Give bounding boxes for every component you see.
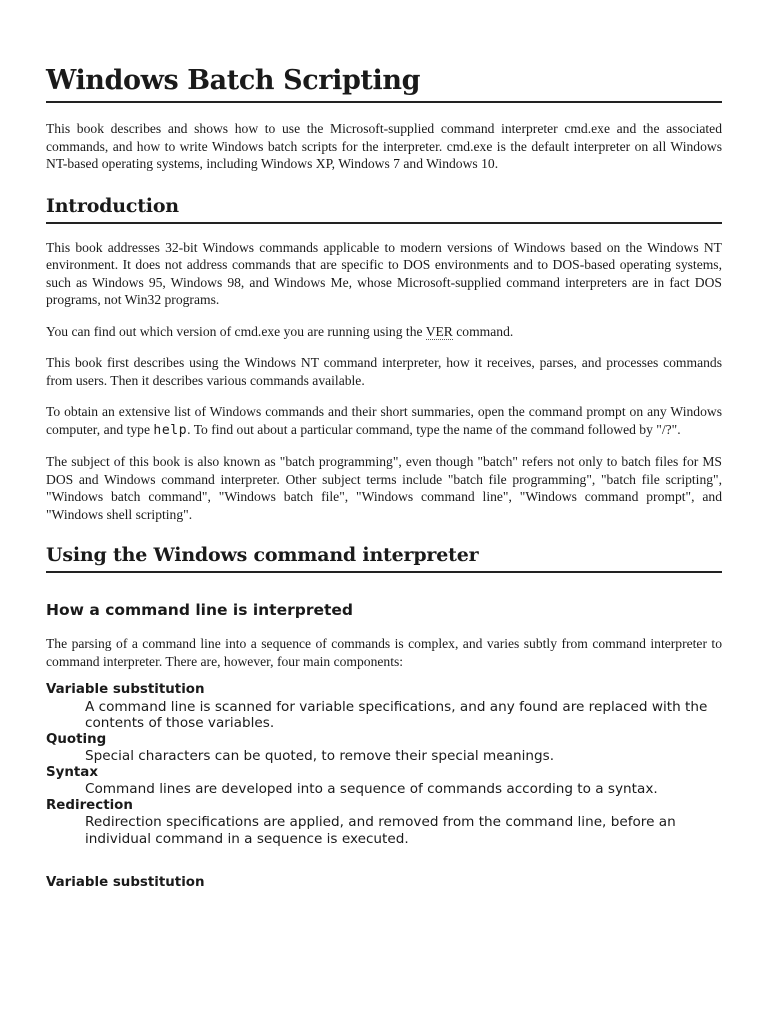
introduction-paragraph-3: This book first describes using the Windows NT command interpreter, how it receives, parses, and processes commands from users. Then it describes various commands available. xyxy=(46,355,722,388)
parsing-paragraph: The parsing of a command line into a sequence of commands is complex, and varies subtly from command interpreter to command interpreter. There are, however, four main components: xyxy=(46,636,722,669)
component-description: Special characters can be quoted, to remove their special meanings. xyxy=(85,748,555,764)
help-command-code: help xyxy=(153,422,188,438)
ver-command-link[interactable]: VER xyxy=(425,323,453,339)
section-heading-introduction: Introduction xyxy=(46,193,722,224)
subheading-variable-substitution: Variable substitution xyxy=(46,875,205,890)
p2-text-before: You can find out which version of cmd.exe you are running using the xyxy=(46,323,426,339)
component-description: Redirection specifications are applied, and removed from the command line, before an individual command in a sequence is executed. xyxy=(85,814,676,847)
p4-text-after: . To find out about a particular command, type the name of the command followed by "/?". xyxy=(187,421,681,437)
component-term: Variable substitution xyxy=(46,682,205,697)
component-description: Command lines are developed into a sequence of commands according to a syntax. xyxy=(85,781,658,797)
components-list xyxy=(46,682,722,847)
p4-text-before: To obtain an extensive list of Windows commands and their short summaries, open the command prompt on any Windows computer, and type xyxy=(46,404,722,437)
component-term: Quoting xyxy=(46,731,107,747)
introduction-paragraph-5: The subject of this book is also known as "batch programming", even though "batch" refers not only to batch files for MS DOS and Windows command interpreter. Other subject terms include "batch file programming", "batch file scripting", "Windows batch command", "Windows batch file", "Windows command line", "Windows command prompt", and "Windows shell scripting". xyxy=(46,454,722,522)
introduction-paragraph-1: This book addresses 32-bit Windows commands applicable to modern versions of Windows based on the Windows NT environment. It does not address commands that are specific to DOS environments and to DOS-based operating systems, such as Windows 95, Windows 98, and Windows Me, whose Microsoft-supplied command interpreters are in fact DOS programs, not Win32 programs. xyxy=(46,239,722,307)
p2-text-after: command. xyxy=(452,323,514,339)
component-term: Syntax xyxy=(46,764,98,780)
component-term: Redirection xyxy=(46,797,133,813)
section-heading-using-interpreter: Using the Windows command interpreter xyxy=(46,542,722,573)
intro-paragraph: This book describes and shows how to use the Microsoft-supplied command interpreter cmd.exe and the associated commands, and how to write Windows batch scripts for the interpreter. cmd.exe is the default interpreter on all Windows NT-based operating systems, including Windows XP, Windows 7 and Windows 10. xyxy=(46,121,722,171)
document-page xyxy=(46,0,722,893)
component-description: A command line is scanned for variable specifications, and any found are replaced with the contents of those variables. xyxy=(85,698,708,731)
page-title: Windows Batch Scripting xyxy=(46,64,722,103)
introduction-paragraph-2 xyxy=(46,323,722,341)
subheading-command-line-interpreted: How a command line is interpreted xyxy=(46,601,354,619)
introduction-paragraph-4 xyxy=(46,403,722,439)
